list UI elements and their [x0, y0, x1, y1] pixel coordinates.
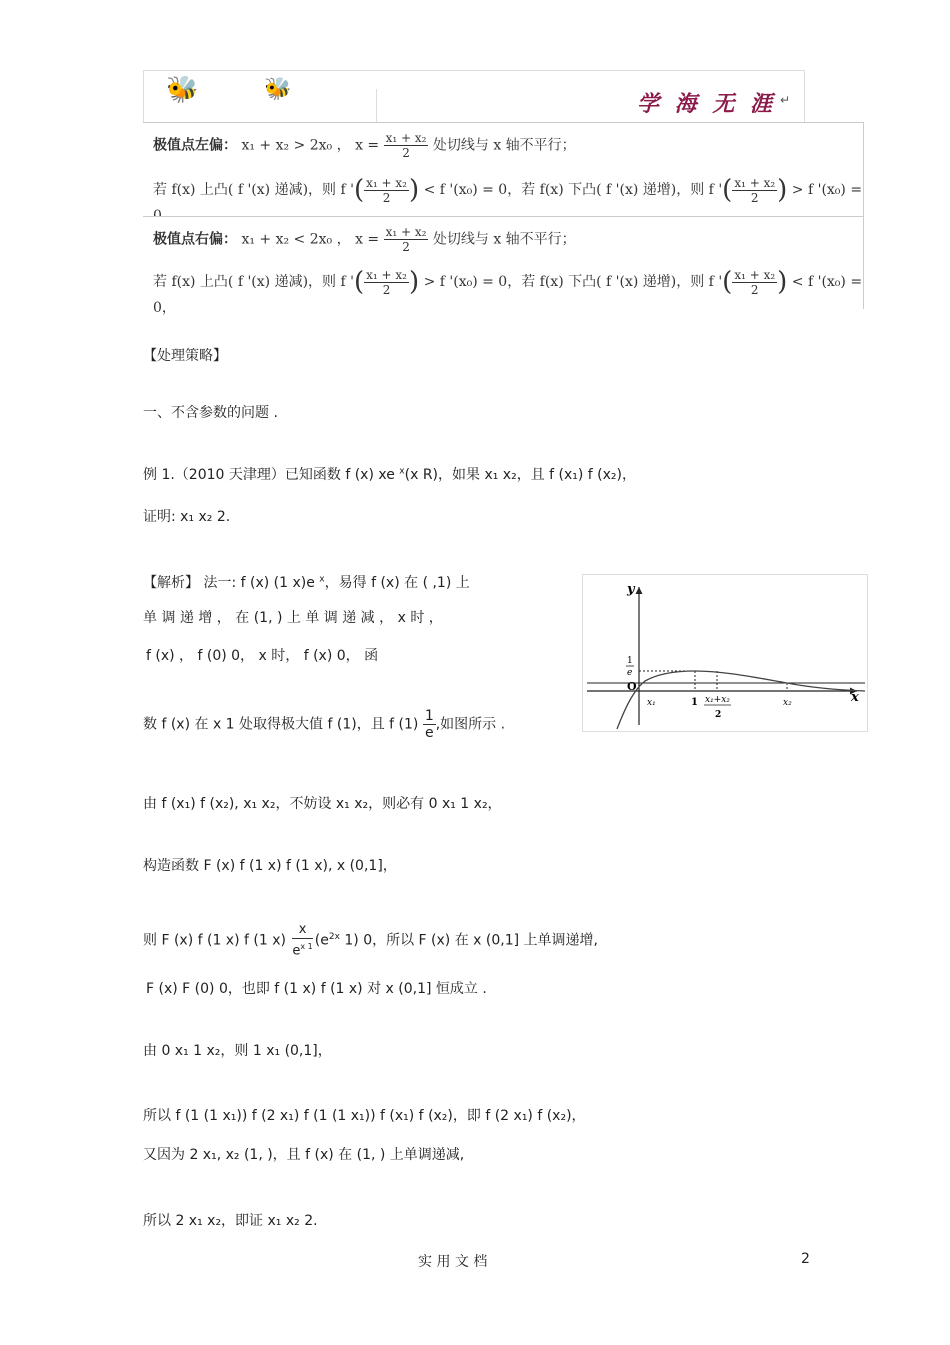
frac-den: 2: [382, 190, 391, 205]
strategy-heading: 【处理策略】: [143, 348, 227, 364]
box-left-l2b: < f '(x₀) = 0，若 f(x) 下凸( f '(x) 递增)，则 f ': [423, 182, 723, 198]
x2-label: x₂: [783, 698, 792, 708]
graph-svg: [583, 575, 867, 731]
frac-den: 2: [750, 190, 759, 205]
box-right-xeq: x =: [355, 231, 380, 248]
header-divider: [376, 89, 377, 123]
bee-icon: 🐝: [264, 77, 292, 102]
derivative-c: 1) 0，所以 F (x) 在 x (0,1] 上单调递增,: [339, 932, 598, 949]
one-label: 1: [691, 697, 698, 708]
box-left-xeq: x =: [355, 137, 380, 154]
text-line: 又因为 2 x₁, x₂ (1, )，且 f (x) 在 (1, ) 上单调递减,: [143, 1147, 465, 1163]
solution-line1: [143, 572, 470, 592]
prove-line: 证明: x₁ x₂ 2.: [143, 509, 231, 525]
header-banner: [143, 70, 805, 124]
header-logo: 学 海 无 涯: [637, 92, 776, 117]
fraction: [364, 268, 409, 297]
frac-den-base: e: [292, 943, 301, 959]
box-left-shift: [143, 122, 864, 217]
solution-a: 【解析】 法一: f (x) (1 x)e: [143, 575, 320, 591]
frac-den: 2: [750, 282, 759, 297]
box-right-title: 极值点右偏：: [153, 231, 237, 248]
origin-label: O: [627, 680, 637, 693]
box-left-l2c: > f '(x₀) =: [791, 182, 863, 198]
frac-den: 2: [402, 240, 410, 254]
text-line: 由 f (x₁) f (x₂), x₁ x₂，不妨设 x₁ x₂，则必有 0 x₁ 1 x₂，: [143, 796, 502, 812]
text-line: 构造函数 F (x) f (1 x) f (1 x), x (0,1]，: [143, 858, 397, 874]
example-1: [143, 464, 636, 484]
solution-line2: 单 调 递 增 ， 在 (1, ) 上 单 调 递 减 ， x 时 ，: [143, 610, 443, 626]
frac-num: 1: [424, 708, 434, 724]
example-1-b: (x R)，如果 x₁ x₂，且 f (x₁) f (x₂)，: [404, 467, 637, 483]
derivative-sup: 2x: [328, 932, 340, 943]
frac-num: x₁ + x₂: [734, 267, 776, 282]
text-line: 由 0 x₁ 1 x₂，则 1 x₁ (0,1]，: [143, 1043, 332, 1059]
text-line-derivative: [143, 922, 598, 959]
fraction: [364, 176, 409, 205]
return-mark: ↵: [779, 93, 790, 107]
one-over-e-num: 1: [627, 656, 633, 666]
y-label: y: [627, 582, 635, 597]
frac-den: [292, 939, 312, 959]
frac-den: e: [424, 725, 434, 741]
box-right-tail: 处切线与 x 轴不平行；: [432, 231, 576, 248]
box-left-tail: 处切线与 x 轴不平行；: [432, 137, 576, 154]
fraction: [384, 225, 429, 254]
box-right-shift: [143, 216, 864, 316]
derivative-b: (e: [314, 932, 329, 949]
box-left-cond: x₁ + x₂ > 2x₀ ，: [241, 137, 351, 154]
box-left-line2: 若 f(x) 上凸( f '(x) 递减)，则 f '( $\frac{\text{x₁ + x₂}}{2}$ ) < f '(x₀) = 0，若 f(x) 下凸( f '(x) 递增)，则 f '( $\frac{\text{x₁ + x₂}}{2}$ ) > f '(x₀) =: [153, 175, 863, 225]
fraction: [384, 131, 429, 160]
frac-den-sup: x 1: [300, 942, 313, 951]
box-left-title: 极值点左偏：: [153, 137, 237, 154]
frac-num: x₁ + x₂: [366, 175, 407, 190]
example-1-sup: x: [399, 466, 405, 477]
frac-num: x₁ + x₂: [366, 267, 407, 282]
box-right-line1: [153, 225, 576, 254]
x-label: x: [851, 690, 859, 705]
one-over-e-den: e: [627, 668, 633, 678]
footer-center: 实 用 文 档: [418, 1254, 488, 1270]
frac-num: x₁ + x₂: [734, 175, 776, 190]
function-graph: [582, 574, 868, 732]
frac-num: x: [292, 922, 312, 939]
solution-line3: f (x) ， f (0) 0， x 时， f (x) 0， 函: [146, 648, 379, 664]
solution-line4: [143, 708, 505, 741]
box-right-l2b: > f '(x₀) = 0，若 f(x) 下凸( f '(x) 递增)，则 f ': [423, 274, 723, 290]
solution-line4-b: ,如图所示 .: [435, 716, 506, 733]
frac-num: x₁ + x₂: [385, 225, 427, 239]
box-right-line2: 若 f(x) 上凸( f '(x) 递减)，则 f '( $\frac{\text{x₁ + x₂}}{2}$ ) > f '(x₀) = 0，若 f(x) 下凸( f '(x) 递增)，则 f '( $\frac{\text{x₁ + x₂}}{2}$ ) < f '(x₀) = 0，: [153, 267, 863, 316]
box-right-l2c: < f '(x₀) = 0，: [153, 274, 863, 316]
box-right-l2a: 若 f(x) 上凸( f '(x) 递减)，则 f ': [153, 274, 354, 290]
section-heading: 一、不含参数的问题 .: [143, 405, 278, 421]
x1-label: x₁: [647, 698, 656, 708]
example-1-a: 例 1.（2010 天津理）已知函数 f (x) xe: [143, 467, 400, 483]
box-left-line1: [153, 131, 576, 160]
fraction: [423, 708, 436, 741]
solution-line4-a: 数 f (x) 在 x 1 处取得极大值 f (1)，且 f (1): [143, 716, 419, 733]
mid-den: 2: [715, 710, 722, 720]
frac-num: x₁ + x₂: [385, 131, 427, 145]
text-line: F (x) F (0) 0，也即 f (1 x) f (1 x) 对 x (0,1] 恒成立 .: [146, 981, 487, 997]
mid-num: x₁+x₂: [705, 695, 730, 705]
frac-den: 2: [382, 282, 391, 297]
text-line: 所以 f (1 (1 x₁)) f (2 x₁) f (1 (1 x₁)) f (x₁) f (x₂)，即 f (2 x₁) f (x₂)，: [143, 1108, 586, 1124]
solution-b: ，易得 f (x) 在 ( ,1) 上: [324, 575, 470, 591]
fraction: [732, 176, 777, 205]
derivative-a: 则 F (x) f (1 x) f (1 x): [143, 932, 286, 949]
solution-sup: x: [319, 574, 325, 585]
fraction: [292, 922, 312, 959]
text-line: 所以 2 x₁ x₂，即证 x₁ x₂ 2.: [143, 1213, 318, 1229]
fraction: [732, 268, 777, 297]
bee-icon: 🐝: [166, 75, 199, 105]
box-left-l2a: 若 f(x) 上凸( f '(x) 递减)，则 f ': [153, 182, 354, 198]
frac-den: 2: [402, 146, 410, 160]
page-number: 2: [801, 1251, 810, 1267]
box-right-cond: x₁ + x₂ < 2x₀ ，: [241, 231, 351, 248]
